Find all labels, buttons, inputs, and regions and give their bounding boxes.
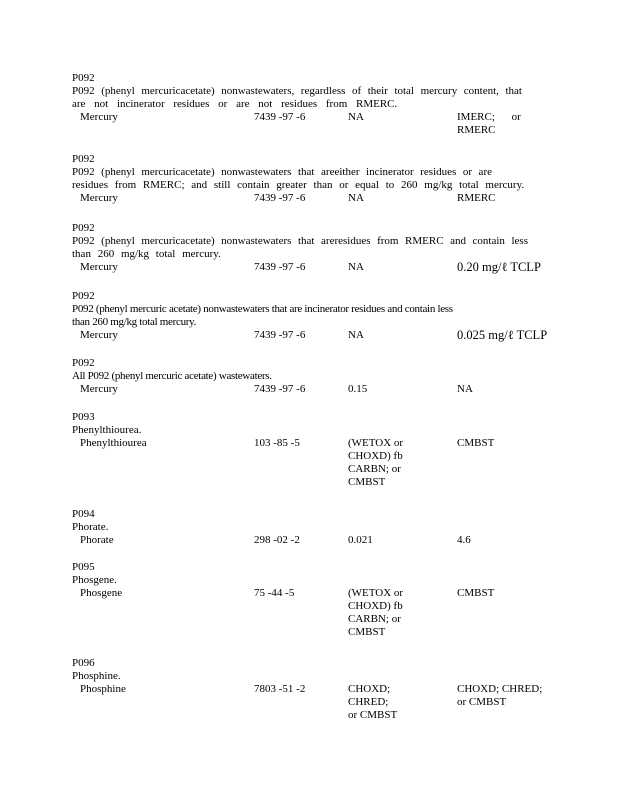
wastewater-standard <box>348 587 428 639</box>
waste-code: P096 <box>72 657 95 669</box>
waste-description: Phosgene. <box>72 574 117 586</box>
waste-description: than 260 mg/kg total mercury. <box>72 316 197 328</box>
standard-line: IMERC; or <box>457 111 521 123</box>
nonwastewater-standard: 0.025 mg/ℓ TCLP <box>457 328 548 342</box>
cas-number: 7439 -97 -6 <box>254 192 306 204</box>
wastewater-standard: NA <box>348 192 364 204</box>
standard-line: CHOXD; CHRED; <box>348 683 391 708</box>
waste-entry <box>72 508 562 548</box>
constituent-row <box>72 587 562 653</box>
standard-line: CARBN; or <box>348 463 401 475</box>
waste-code: P092 <box>72 290 95 302</box>
standard-line: or CMBST <box>457 696 507 708</box>
constituent-name: Phosgene <box>80 587 123 599</box>
waste-entry <box>72 411 562 503</box>
cas-number: 298 -02 -2 <box>254 534 300 546</box>
standard-line: or CMBST <box>348 709 398 721</box>
constituent-row <box>72 437 562 503</box>
cas-number: 7803 -51 -2 <box>254 683 306 695</box>
waste-entry <box>72 657 562 721</box>
waste-entry <box>72 72 562 136</box>
nonwastewater-standard: CMBST <box>457 587 495 599</box>
waste-description: P092 (phenyl mercuricacetate) nonwastewaters, regardless of their total mercury content, that <box>72 85 522 97</box>
cas-number: 7439 -97 -6 <box>254 383 306 395</box>
waste-code: P095 <box>72 561 95 573</box>
constituent-row <box>72 383 562 397</box>
nonwastewater-standard: CMBST <box>457 437 495 449</box>
waste-description: than 260 mg/kg total mercury. <box>72 248 221 260</box>
wastewater-standard <box>348 683 428 722</box>
standard-line: CMBST <box>348 626 386 638</box>
waste-description: P092 (phenyl mercuricacetate) nonwastewaters that areresidues from RMERC and contain less <box>72 235 528 247</box>
standard-line: CMBST <box>348 476 386 488</box>
waste-description: All P092 (phenyl mercuric acetate) wastewaters. <box>72 370 272 382</box>
standard-line: (WETOX or <box>348 587 404 599</box>
waste-description: are not incinerator residues or are not residues from RMERC. <box>72 98 398 110</box>
standard-line: (WETOX or <box>348 437 404 449</box>
cas-number: 75 -44 -5 <box>254 587 295 599</box>
nonwastewater-standard <box>457 683 557 709</box>
nonwastewater-standard: 4.6 <box>457 534 471 546</box>
nonwastewater-standard: RMERC <box>457 192 496 204</box>
cas-number: 7439 -97 -6 <box>254 329 306 341</box>
wastewater-standard: 0.021 <box>348 534 373 546</box>
waste-entry <box>72 290 562 343</box>
waste-description: residues from RMERC; and still contain greater than or equal to 260 mg/kg total mercury. <box>72 179 525 191</box>
waste-code: P092 <box>72 222 95 234</box>
nonwastewater-standard: 0.20 mg/ℓ TCLP <box>457 260 541 274</box>
wastewater-standard: NA <box>348 111 364 123</box>
waste-code: P094 <box>72 508 95 520</box>
wastewater-standard: NA <box>348 261 364 273</box>
waste-entry <box>72 561 562 653</box>
nonwastewater-standard <box>457 111 557 137</box>
cas-number: 7439 -97 -6 <box>254 111 306 123</box>
wastewater-standard: NA <box>348 329 364 341</box>
constituent-row <box>72 111 562 136</box>
constituent-row <box>72 261 562 275</box>
nonwastewater-standard: NA <box>457 383 473 395</box>
standard-line: RMERC <box>457 124 496 136</box>
wastewater-standard <box>348 437 428 489</box>
standard-line: CHOXD) fb <box>348 600 403 612</box>
waste-entry <box>72 153 562 206</box>
constituent-name: Mercury <box>80 111 118 123</box>
waste-description: Phenylthiourea. <box>72 424 142 436</box>
waste-code: P092 <box>72 72 95 84</box>
waste-description: P092 (phenyl mercuric acetate) nonwastewaters that are incinerator residues and contain less <box>72 303 453 315</box>
standard-line: CHOXD) fb <box>348 450 403 462</box>
standard-line: CARBN; or <box>348 613 401 625</box>
constituent-name: Phorate <box>80 534 114 546</box>
waste-entry <box>72 222 562 275</box>
constituent-row <box>72 534 562 548</box>
waste-code: P093 <box>72 411 95 423</box>
waste-entry <box>72 357 562 397</box>
constituent-name: Mercury <box>80 329 118 341</box>
constituent-name: Phosphine <box>80 683 126 695</box>
cas-number: 103 -85 -5 <box>254 437 300 449</box>
waste-code: P092 <box>72 153 95 165</box>
constituent-row <box>72 192 562 206</box>
cas-number: 7439 -97 -6 <box>254 261 306 273</box>
waste-code: P092 <box>72 357 95 369</box>
waste-description: Phosphine. <box>72 670 121 682</box>
constituent-name: Mercury <box>80 261 118 273</box>
constituent-name: Mercury <box>80 383 118 395</box>
wastewater-standard: 0.15 <box>348 383 368 395</box>
constituent-name: Phenylthiourea <box>80 437 147 449</box>
constituent-row <box>72 329 562 343</box>
constituent-row <box>72 683 562 721</box>
standard-line: CHOXD; CHRED; <box>457 683 543 695</box>
constituent-name: Mercury <box>80 192 118 204</box>
waste-description: P092 (phenyl mercuricacetate) nonwastewaters that areeither incinerator residues or are <box>72 166 492 178</box>
waste-description: Phorate. <box>72 521 109 533</box>
